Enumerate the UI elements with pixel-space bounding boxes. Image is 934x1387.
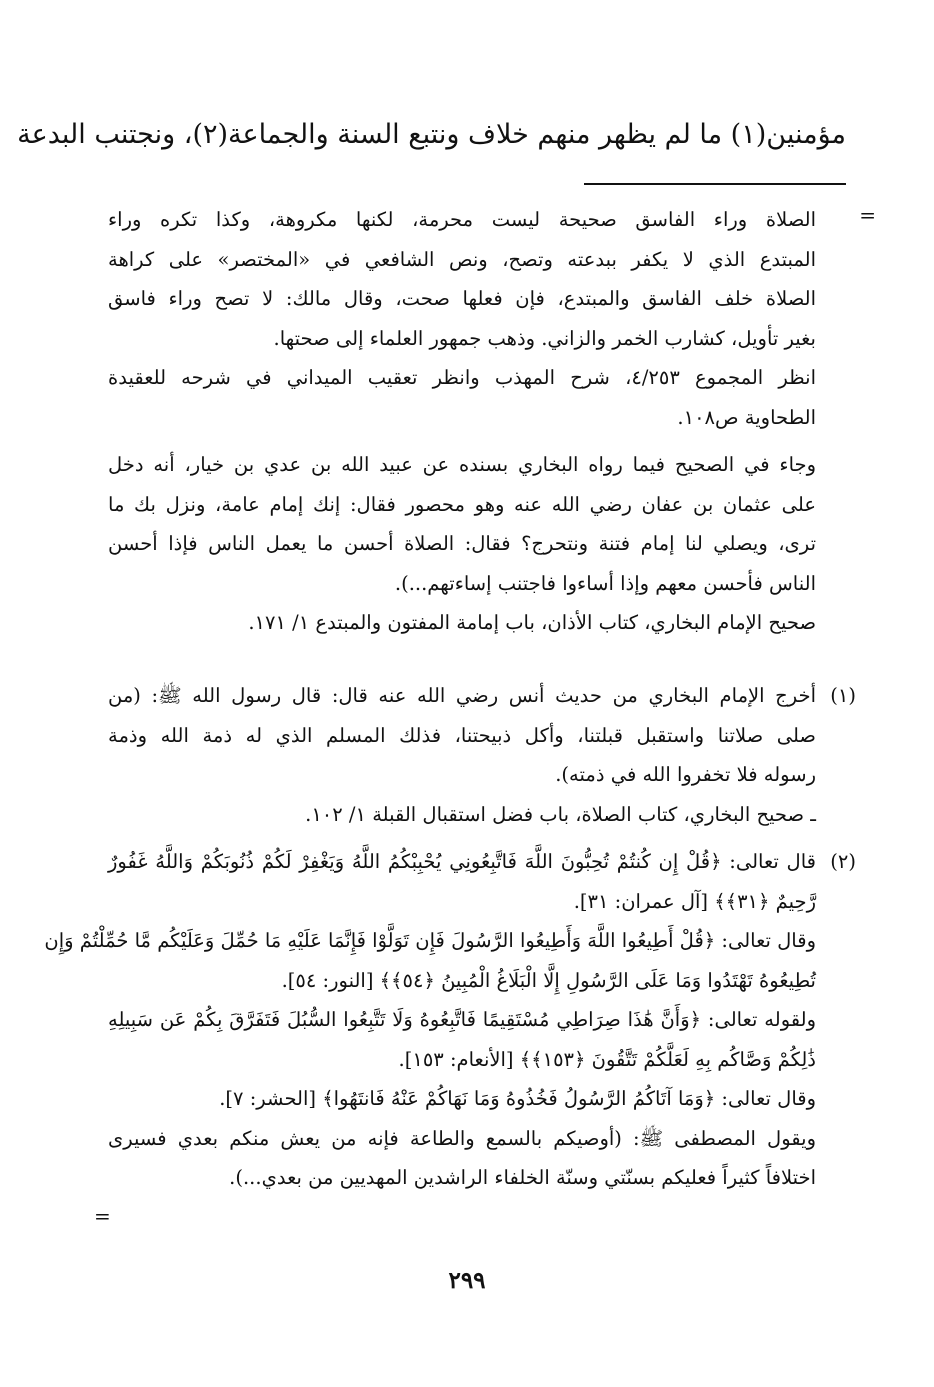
footnote-line: أخرج الإمام البخاري من حديث أنس رضي الله عنه قال: قال رسول الله ﷺ: (من — [108, 684, 816, 707]
page-number: ٢٩٩ — [448, 1267, 486, 1294]
footnote-line: ذَٰلِكُمْ وَصَّاكُم بِهِ لَعَلَّكُمْ تَتَّقُونَ ﴿١٥٣﴾﴾ [الأنعام: ١٥٣]. — [398, 1047, 816, 1071]
footnote-line: الناس فأحسن معهم وإذا أساءوا فاجتنب إساءتهم...). — [394, 571, 816, 595]
footnote-line: قال تعالى: ﴿قُلْ إِن كُنتُمْ تُحِبُّونَ اللَّهَ فَاتَّبِعُونِي يُحْبِبْكُمُ اللَّهُ وَيَغْفِرْ لَكُمْ ذُنُوبَكُمْ وَاللَّهُ غَفُورٌ — [108, 850, 816, 873]
footnote-line: ترى، ويصلي لنا إمام فتنة ونتحرج؟ فقال: الصلاة أحسن ما يعمل الناس فإذا أحسن — [108, 532, 816, 555]
footnote-line: على عثمان بن عفان رضي الله عنه وهو محصور فقال: إنك إمام عامة، ونزل بك ما — [108, 492, 816, 516]
main-text-line: مؤمنين(١) ما لم يظهر منهم خلاف ونتبع السنة والجماعة(٢)، ونجتنب البدعة — [17, 119, 846, 150]
footnote-line: انظر المجموع ٤/٢٥٣، شرح المهذب وانظر تعقيب الميداني في شرحه للعقيدة — [108, 366, 816, 389]
footnote-line: رَّحِيمٌ ﴿٣١﴾﴾ [آل عمران: ٣١]. — [573, 889, 816, 913]
footnote-1-number: (١) — [830, 684, 856, 707]
footnote-line: ويقول المصطفى ﷺ: (أوصيكم بالسمع والطاعة فإنه من يعش منكم بعدي فسيرى — [108, 1126, 816, 1150]
footnote-line: الطحاوية ص١٠٨. — [677, 405, 816, 429]
continuation-mark-end: = — [94, 1204, 111, 1228]
footnote-line: صحيح الإمام البخاري، كتاب الأذان، باب إمامة المفتون والمبتدع ١/ ١٧١. — [248, 611, 816, 634]
footnote-line: المبتدع الذي لا يكفر ببدعته وتصح، ونص الشافعي في «المختصر» على كراهة — [108, 247, 816, 271]
footnote-separator — [584, 183, 846, 185]
footnote-line: ـ صحيح البخاري، كتاب الصلاة، باب فضل استقبال القبلة ١/ ١٠٢. — [305, 802, 816, 826]
footnote-continued-block — [108, 200, 816, 643]
footnote-1-block — [108, 676, 816, 834]
footnote-2-block — [44, 842, 816, 1198]
footnote-line: ولقوله تعالى: ﴿وَأَنَّ هَٰذَا صِرَاطِي مُسْتَقِيمًا فَاتَّبِعُوهُ وَلَا تَتَّبِعُوا السُّبُلَ فَتَفَرَّقَ بِكُمْ عَن سَبِيلِهِ — [108, 1008, 816, 1031]
footnote-line: وجاء في الصحيح فيما رواه البخاري بسنده عن عبيد الله بن عدي بن خيار، أنه دخل — [108, 453, 816, 476]
footnote-line: اختلافاً كثيراً فعليكم بسنّتي وسنّة الخلفاء الراشدين المهديين من بعدي...). — [229, 1166, 816, 1189]
footnote-2-number: (٢) — [830, 850, 856, 873]
footnote-line: بغير تأويل، كشارب الخمر والزاني. وذهب جمهور العلماء إلى صحتها. — [273, 326, 816, 350]
footnote-line: وقال تعالى: ﴿قُلْ أَطِيعُوا اللَّهَ وَأَطِيعُوا الرَّسُولَ فَإِن تَوَلَّوْا فَإِنَّمَا عَلَيْهِ مَا حُمِّلَ وَعَلَيْكُم مَّا حُمِّلْتُمْ وَإِن — [44, 929, 816, 952]
footnote-line: الصلاة خلف الفاسق والمبتدع، فإن فعلها صحت، وقال مالك: لا تصح وراء فاسق — [108, 287, 816, 310]
footnote-line: وقال تعالى: ﴿وَمَا آتَاكُمُ الرَّسُولُ فَخُذُوهُ وَمَا نَهَاكُمْ عَنْهُ فَانتَهُوا﴾ [الحشر: ٧]. — [219, 1087, 816, 1110]
footnote-line: تُطِيعُوهُ تَهْتَدُوا وَمَا عَلَى الرَّسُولِ إِلَّا الْبَلَاغُ الْمُبِينُ ﴿٥٤﴾﴾ [النور: ٥٤]. — [281, 968, 816, 992]
footnote-line: رسوله فلا تخفروا الله في ذمته). — [555, 763, 816, 786]
continuation-mark-start: = — [859, 203, 876, 227]
footnote-line: صلى صلاتنا واستقبل قبلتنا، وأكل ذبيحتنا، فذلك المسلم الذي له ذمة الله وذمة — [108, 723, 816, 747]
footnote-line: الصلاة وراء الفاسق صحيحة ليست محرمة، لكنها مكروهة، وكذا تكره وراء — [108, 208, 816, 231]
